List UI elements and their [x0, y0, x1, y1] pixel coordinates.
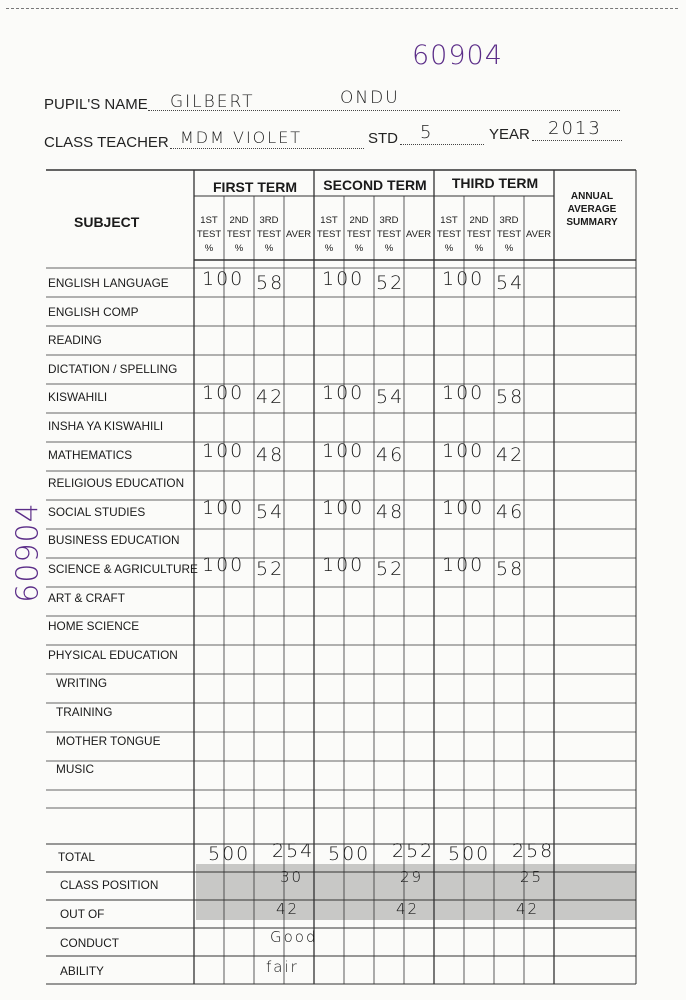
mark-test1: 100 — [202, 268, 245, 290]
subject-row-label: ENGLISH LANGUAGE — [48, 276, 169, 290]
subject-row-label: DICTATION / SPELLING — [48, 361, 178, 376]
out-of: 42 — [276, 900, 300, 918]
test-header-part: TEST — [436, 229, 462, 240]
test-header-part: TEST — [256, 229, 282, 240]
test-header-part: % — [354, 243, 364, 254]
subject-row-label: HOME SCIENCE — [48, 619, 140, 634]
annual-header-line-3: SUMMARY — [566, 217, 618, 228]
mark-test3: 58 — [256, 272, 285, 294]
test-header-part: 1ST — [440, 215, 458, 226]
test-header-part: % — [384, 243, 394, 254]
subject-row-label: ENGLISH COMP — [48, 304, 139, 319]
term2-test1-header — [314, 214, 344, 256]
third-term-header: THIRD TERM — [451, 175, 539, 191]
subject-row-label: KISWAHILI — [48, 390, 108, 405]
mark-test3: 52 — [256, 558, 285, 580]
summary-row-label: CLASS POSITION — [60, 878, 159, 892]
test-header-part: TEST — [466, 229, 492, 240]
total-test1: 500 — [448, 843, 491, 865]
mark-test3: 52 — [376, 272, 405, 294]
test-header-part: % — [204, 243, 214, 254]
summary-row-label: ABILITY — [60, 964, 104, 978]
serial-number-side: 60904 — [10, 502, 46, 603]
test-header-part: 3RD — [259, 215, 279, 226]
mark-test1: 100 — [322, 496, 365, 519]
mark-test1: 100 — [322, 554, 365, 576]
mark-test3: 46 — [496, 500, 525, 523]
test-header-part: % — [234, 243, 244, 254]
subject-row-label: BUSINESS EDUCATION — [48, 533, 180, 548]
ability-remark: fair — [266, 958, 299, 976]
test-header-part: TEST — [196, 229, 222, 240]
mark-test3: 54 — [256, 500, 285, 523]
term3-test1-header — [434, 214, 464, 256]
test-header-part: 2ND — [349, 215, 369, 226]
test-header-part: % — [474, 243, 484, 254]
first-term-header: FIRST TERM — [213, 179, 297, 195]
mark-test1: 100 — [442, 439, 485, 462]
subject-row-label: SOCIAL STUDIES — [48, 504, 146, 519]
test-header-part: 2ND — [469, 215, 489, 226]
annual-average-header — [557, 190, 627, 229]
class-position: 30 — [280, 868, 304, 886]
mark-test3: 54 — [496, 272, 525, 294]
mark-test3: 48 — [376, 500, 405, 523]
total-test3: 258 — [512, 840, 555, 862]
mark-test3: 58 — [496, 386, 525, 409]
subject-row-label: MUSIC — [56, 762, 95, 777]
term1-aver-header: AVER — [286, 229, 312, 240]
total-test3: 254 — [272, 840, 315, 862]
class-position: 25 — [520, 868, 544, 886]
mark-test3: 46 — [376, 443, 405, 466]
out-of: 42 — [516, 900, 540, 918]
subject-row-label: RELIGIOUS EDUCATION — [48, 476, 185, 491]
year-value: 2013 — [548, 118, 602, 139]
total-test3: 252 — [392, 840, 435, 862]
term2-test3-header — [374, 214, 404, 256]
mark-test1: 100 — [202, 496, 245, 519]
mark-test3: 54 — [376, 386, 405, 409]
mark-test3: 58 — [496, 558, 525, 580]
mark-test1: 100 — [442, 496, 485, 519]
std-label: STD — [368, 130, 398, 147]
class-teacher-value: MDM VIOLET — [180, 128, 303, 147]
test-header-part: 2ND — [229, 215, 249, 226]
subject-row-label: TRAINING — [56, 705, 113, 719]
summary-row-label: OUT OF — [60, 907, 105, 921]
mark-test1: 100 — [322, 382, 365, 405]
year-label: YEAR — [489, 126, 530, 143]
mark-test1: 100 — [442, 554, 485, 576]
out-of: 42 — [396, 900, 420, 918]
subject-row-label: READING — [48, 333, 102, 348]
test-header-part: 3RD — [379, 215, 399, 226]
class-teacher-label: CLASS TEACHER — [44, 134, 169, 151]
term1-test1-header — [194, 214, 224, 256]
mark-test3: 48 — [256, 443, 285, 466]
summary-row-label: TOTAL — [58, 850, 95, 864]
annual-header-line-2: AVERAGE — [567, 204, 617, 215]
test-header-part: TEST — [496, 229, 522, 240]
mark-test3: 52 — [376, 558, 405, 580]
total-test1: 500 — [208, 843, 251, 865]
mark-test1: 100 — [322, 439, 365, 462]
pupil-name-label: PUPIL'S NAME — [44, 96, 148, 113]
mark-test3: 42 — [256, 386, 285, 409]
test-header-part: % — [504, 243, 514, 254]
mark-test1: 100 — [442, 382, 485, 405]
subject-row-label: WRITING — [56, 676, 108, 691]
subject-row-label: MATHEMATICS — [48, 447, 133, 462]
mark-test1: 100 — [442, 268, 485, 290]
subject-row-label: MOTHER TONGUE — [56, 733, 161, 748]
mark-test1: 100 — [322, 268, 365, 290]
test-header-part: TEST — [346, 229, 372, 240]
test-header-part: TEST — [376, 229, 402, 240]
pupil-first-name: GILBERT — [170, 92, 255, 112]
term1-test3-header — [254, 214, 284, 256]
subject-row-label: PHYSICAL EDUCATION — [48, 647, 178, 662]
test-header-part: % — [444, 243, 454, 254]
total-test1: 500 — [328, 843, 371, 865]
pupil-last-name: ONDU — [340, 88, 400, 108]
term3-aver-header: AVER — [526, 229, 552, 240]
test-header-part: TEST — [226, 229, 252, 240]
term3-test2-header — [464, 214, 494, 256]
test-header-part: 1ST — [200, 215, 218, 226]
conduct-remark: Good — [270, 928, 318, 946]
mark-test3: 42 — [496, 443, 525, 466]
subject-row-label: ART & CRAFT — [48, 590, 125, 605]
subject-header: SUBJECT — [74, 214, 140, 230]
test-header-part: % — [264, 243, 274, 254]
test-header-part: TEST — [316, 229, 342, 240]
mark-test1: 100 — [202, 382, 245, 405]
serial-number-top: 60904 — [412, 40, 503, 71]
term2-test2-header — [344, 214, 374, 256]
class-position: 29 — [400, 868, 424, 886]
test-header-part: 3RD — [499, 215, 519, 226]
mark-test1: 100 — [202, 439, 245, 462]
second-term-header: SECOND TERM — [323, 177, 427, 193]
term2-aver-header: AVER — [406, 229, 432, 240]
test-header-part: 1ST — [320, 215, 338, 226]
subject-row-label: SCIENCE & AGRICULTURE — [48, 562, 198, 576]
mark-test1: 100 — [202, 554, 245, 576]
term3-test3-header — [494, 214, 524, 256]
subject-row-label: INSHA YA KISWAHILI — [48, 419, 164, 433]
test-header-part: % — [324, 243, 334, 254]
annual-header-line-1: ANNUAL — [570, 191, 614, 202]
std-value: 5 — [420, 122, 434, 143]
term1-test2-header — [224, 214, 254, 256]
summary-row-label: CONDUCT — [60, 936, 119, 950]
